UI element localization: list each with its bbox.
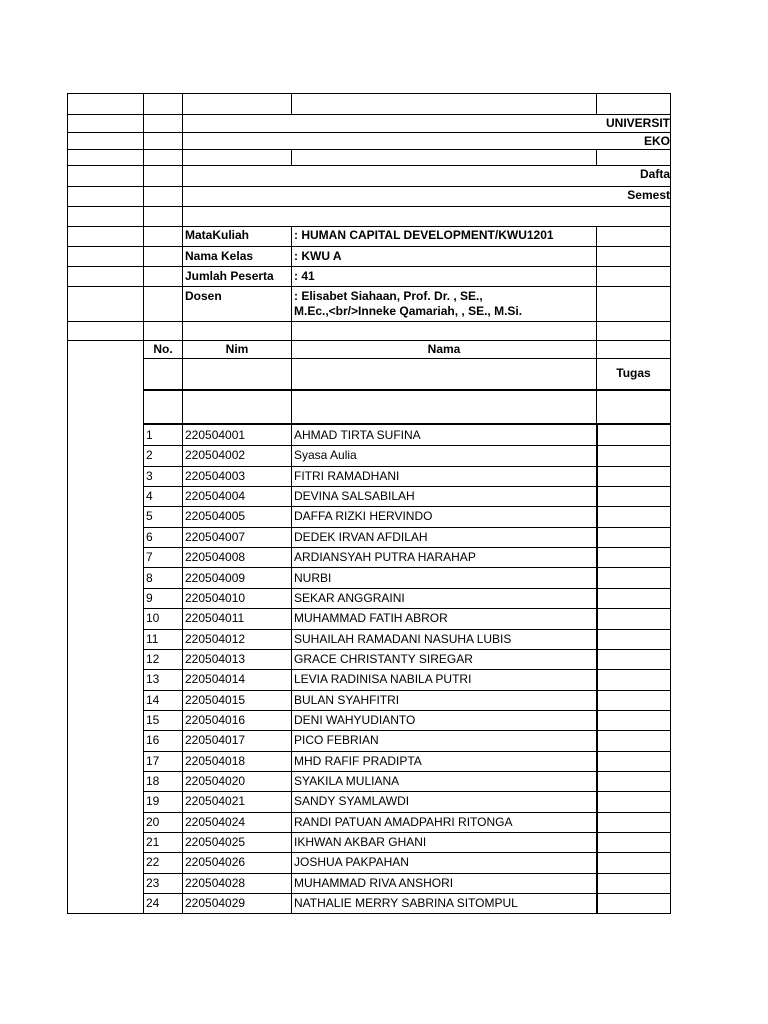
student-no: 1 [146, 428, 153, 442]
grid-line [291, 226, 292, 913]
grid-line [143, 893, 670, 894]
grid-line [291, 94, 292, 114]
attendance-sheet [67, 93, 671, 914]
grid-line [68, 340, 670, 341]
student-name: MHD RAFIF PRADIPTA [294, 753, 422, 768]
student-no: 13 [146, 672, 160, 687]
lecturer-line-1: : Elisabet Siahaan, Prof. Dr. , SE., [294, 289, 483, 303]
grid-line [68, 321, 670, 322]
grid-line [143, 466, 670, 467]
student-name: DEDEK IRVAN AFDILAH [294, 529, 428, 544]
grid-line [596, 149, 597, 165]
grid-line [143, 608, 670, 609]
student-name: Syasa Aulia [294, 448, 357, 463]
student-no: 5 [146, 509, 153, 524]
student-name: IKHWAN AKBAR GHANI [294, 835, 427, 849]
grid-line [182, 94, 183, 913]
grid-line [68, 114, 670, 115]
student-name: NATHALIE MERRY SABRINA SITOMPUL [294, 896, 518, 910]
student-nim: 220504017 [185, 733, 246, 748]
student-name: FITRI RAMADHANI [294, 468, 400, 483]
student-nim: 220504010 [185, 590, 246, 605]
grid-line [596, 423, 598, 913]
grid-line [143, 547, 670, 548]
student-nim: 220504028 [185, 875, 246, 890]
grid-line [143, 445, 670, 446]
student-name: JOSHUA PAKPAHAN [294, 855, 409, 870]
student-no: 14 [146, 692, 160, 707]
student-name: SEKAR ANGGRAINI [294, 590, 405, 605]
grid-line [68, 226, 670, 227]
student-nim: 220504021 [185, 794, 246, 809]
grid-line [143, 690, 670, 691]
student-name: AHMAD TIRTA SUFINA [294, 428, 421, 442]
header-nim: Nim [225, 342, 249, 356]
student-name: GRACE CHRISTANTY SIREGAR [294, 651, 473, 666]
student-name: LEVIA RADINISA NABILA PUTRI [294, 672, 472, 687]
grid-line [143, 358, 670, 359]
grid-line [143, 527, 670, 528]
grid-line [143, 94, 144, 913]
class-label: Nama Kelas [185, 249, 254, 263]
lecturer-label: Dosen [185, 289, 222, 303]
student-no: 10 [146, 611, 160, 626]
student-name: NURBI [294, 570, 332, 585]
grid-line [143, 506, 670, 507]
grid-line [291, 149, 292, 165]
student-no: 12 [146, 651, 160, 666]
student-nim: 220504014 [185, 672, 246, 687]
grid-line [143, 873, 670, 874]
student-nim: 220504018 [185, 753, 246, 768]
grid-line [143, 771, 670, 772]
student-nim: 220504003 [185, 468, 246, 483]
student-no: 2 [146, 448, 153, 463]
student-name: BULAN SYAHFITRI [294, 692, 400, 707]
grid-line [68, 186, 670, 187]
grid-line [68, 206, 670, 207]
grid-line [68, 132, 670, 133]
student-name: SUHAILAH RAMADANI NASUHA LUBIS [294, 631, 512, 646]
course-value: : HUMAN CAPITAL DEVELOPMENT/KWU1201 [294, 228, 554, 242]
student-name: DEVINA SALSABILAH [294, 489, 415, 504]
grid-line [143, 423, 670, 425]
student-name: SYAKILA MULIANA [294, 774, 400, 788]
student-no: 21 [146, 835, 160, 849]
faculty-title: EKO [643, 134, 670, 148]
student-no: 17 [146, 753, 160, 768]
student-nim: 220504011 [185, 611, 245, 626]
student-no: 18 [146, 774, 160, 788]
grid-line [596, 94, 597, 114]
header-no: No. [153, 342, 173, 356]
class-value: : KWU A [294, 249, 342, 263]
grid-line [143, 629, 670, 630]
grid-line [143, 389, 670, 391]
participants-value: : 41 [294, 269, 315, 283]
grid-line [143, 791, 670, 792]
student-no: 23 [146, 875, 160, 890]
student-nim: 220504001 [185, 428, 246, 442]
student-nim: 220504024 [185, 814, 246, 829]
student-nim: 220504026 [185, 855, 246, 870]
student-no: 7 [146, 550, 153, 565]
student-name: ARDIANSYAH PUTRA HARAHAP [294, 550, 476, 565]
student-nim: 220504002 [185, 448, 246, 463]
student-nim: 220504013 [185, 651, 246, 666]
student-no: 9 [146, 590, 153, 605]
grid-line [68, 246, 670, 247]
course-label: MataKuliah [185, 228, 250, 242]
student-no: 19 [146, 794, 160, 809]
grid-line [596, 340, 597, 423]
student-no: 15 [146, 712, 160, 727]
student-name: DAFFA RIZKI HERVINDO [294, 509, 433, 524]
student-name: MUHAMMAD FATIH ABROR [294, 611, 448, 626]
grid-line [143, 710, 670, 711]
student-no: 4 [146, 489, 153, 504]
grid-line [143, 832, 670, 833]
grid-line [143, 649, 670, 650]
student-no: 24 [146, 896, 160, 910]
semester-title: Semest [627, 188, 670, 202]
student-nim: 220504008 [185, 550, 246, 565]
grid-line [143, 852, 670, 853]
student-no: 3 [146, 468, 153, 483]
grid-line [596, 226, 597, 340]
header-tugas: Tugas [616, 366, 651, 380]
grid-line [143, 669, 670, 670]
student-no: 20 [146, 814, 160, 829]
student-name: RANDI PATUAN AMADPAHRI RITONGA [294, 814, 513, 829]
grid-line [68, 149, 670, 150]
grid-line [143, 588, 670, 589]
grid-line [143, 567, 670, 568]
participants-label: Jumlah Peserta [185, 269, 274, 283]
student-nim: 220504007 [185, 529, 246, 544]
student-name: DENI WAHYUDIANTO [294, 712, 416, 727]
student-name: PICO FEBRIAN [294, 733, 379, 748]
student-nim: 220504025 [185, 835, 246, 849]
student-nim: 220504009 [185, 570, 246, 585]
student-no: 11 [146, 631, 159, 646]
grid-line [68, 286, 670, 287]
student-name: MUHAMMAD RIVA ANSHORI [294, 875, 454, 890]
student-no: 6 [146, 529, 153, 544]
list-title: Dafta [639, 167, 670, 181]
student-no: 22 [146, 855, 160, 870]
student-nim: 220504005 [185, 509, 246, 524]
grid-line [143, 486, 670, 487]
university-title: UNIVERSIT [605, 116, 670, 130]
student-name: SANDY SYAMLAWDI [294, 794, 410, 809]
student-nim: 220504012 [185, 631, 246, 646]
student-no: 16 [146, 733, 160, 748]
grid-line [143, 730, 670, 731]
grid-line [68, 266, 670, 267]
student-nim: 220504004 [185, 489, 246, 504]
student-nim: 220504029 [185, 896, 246, 910]
lecturer-line-2: M.Ec.,<br/>Inneke Qamariah, , SE., M.Si. [294, 304, 523, 318]
header-nama: Nama [427, 342, 461, 356]
grid-line [143, 812, 670, 813]
grid-line [68, 165, 670, 166]
grid-line [143, 751, 670, 752]
student-nim: 220504016 [185, 712, 246, 727]
student-nim: 220504020 [185, 774, 246, 788]
grid-line [143, 913, 670, 914]
student-nim: 220504015 [185, 692, 246, 707]
student-no: 8 [146, 570, 153, 585]
